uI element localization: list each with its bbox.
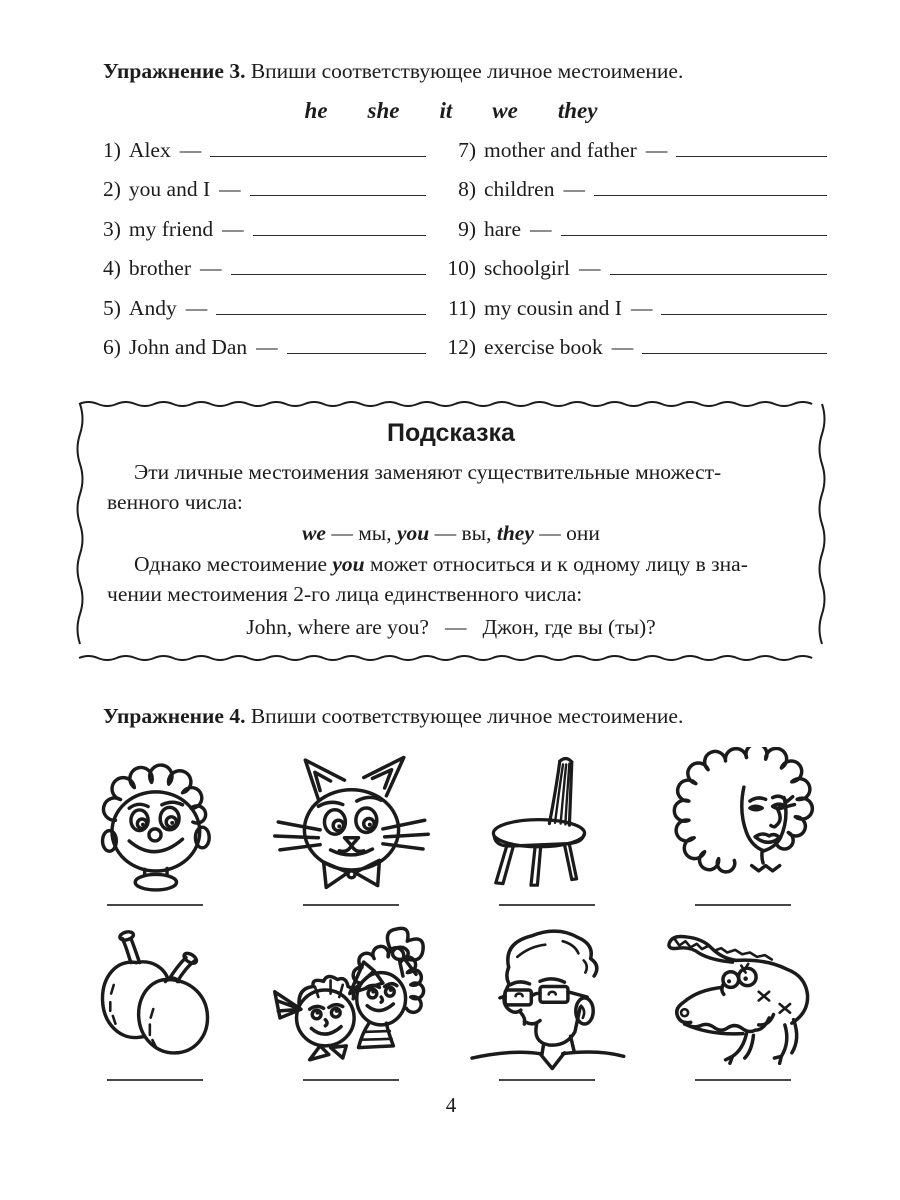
exercise3-instruction: Впиши соответствующее личное местоимение.	[245, 59, 684, 83]
exercise4-number: Упражнение 4.	[103, 704, 246, 728]
pron-they-ru: — они	[533, 521, 600, 545]
boy-illustration	[69, 747, 241, 897]
answer-blank[interactable]	[695, 904, 791, 906]
list-item	[432, 330, 827, 370]
item-number: 5)	[103, 295, 121, 320]
answer-blank[interactable]	[695, 1079, 791, 1081]
hint-paragraph-2	[107, 550, 795, 609]
item-text: you and I	[128, 177, 211, 202]
hint-paragraph-1	[107, 458, 795, 517]
picture-cell-chair	[449, 747, 645, 906]
item-number: 1)	[103, 137, 121, 162]
item-dash: —	[222, 216, 244, 241]
hint-box	[75, 399, 827, 663]
hint-p2-line1	[107, 550, 795, 580]
crocodile-illustration	[648, 922, 838, 1072]
item-dash: —	[611, 335, 634, 360]
answer-blank[interactable]	[253, 211, 426, 236]
item-text: hare	[484, 216, 521, 241]
pronoun-he: he	[304, 98, 328, 123]
exercise4-heading	[103, 701, 827, 731]
pron-you-ru: — вы,	[429, 521, 497, 545]
exercise3-list	[75, 132, 827, 369]
item-text: Alex	[128, 137, 171, 162]
pron-we: we	[302, 521, 326, 545]
example-dash: —	[444, 615, 467, 639]
item-dash: —	[645, 137, 668, 162]
item-number: 3)	[103, 216, 121, 241]
picture-cell-crocodile	[645, 922, 841, 1081]
pronoun-we: we	[492, 98, 518, 123]
list-item	[75, 211, 432, 251]
item-text: my cousin and I	[484, 295, 622, 320]
answer-blank[interactable]	[499, 904, 595, 906]
list-item	[432, 172, 827, 212]
item-number: 8)	[458, 177, 476, 202]
pronoun-it: it	[439, 98, 453, 123]
list-item	[75, 132, 432, 172]
item-dash: —	[179, 137, 202, 162]
hint-example	[107, 611, 795, 643]
answer-blank[interactable]	[499, 1079, 595, 1081]
item-text: brother	[128, 256, 192, 281]
item-text: Andy	[128, 295, 177, 320]
hint-p2-you: you	[332, 552, 365, 576]
pronoun-she: she	[367, 98, 400, 123]
item-dash: —	[200, 256, 222, 281]
item-number: 11)	[448, 295, 476, 320]
picture-cell-girls	[253, 922, 449, 1081]
item-dash: —	[630, 295, 653, 320]
list-item	[75, 251, 432, 291]
hint-p1-line2: венного числа:	[107, 489, 243, 514]
example-english: John, where are you?	[246, 615, 429, 639]
answer-blank[interactable]	[107, 904, 203, 906]
answer-blank[interactable]	[594, 172, 827, 197]
picture-cell-man	[449, 922, 645, 1081]
apples-illustration	[69, 922, 241, 1072]
girls-illustration	[259, 922, 444, 1072]
answer-blank[interactable]	[610, 251, 828, 276]
item-dash: —	[530, 216, 552, 241]
picture-grid	[57, 747, 841, 1081]
item-text: schoolgirl	[484, 256, 570, 281]
answer-blank[interactable]	[107, 1079, 203, 1081]
list-item	[75, 172, 432, 212]
item-number: 10)	[447, 256, 476, 281]
item-text: children	[484, 177, 555, 202]
page-number: 4	[445, 1093, 457, 1117]
hint-p2-seg1: Однако местоимение	[134, 552, 333, 576]
hint-title: Подсказка	[387, 419, 515, 447]
cat-illustration	[259, 747, 444, 897]
item-dash: —	[256, 335, 278, 360]
exercise3-left-column	[75, 132, 432, 369]
item-dash: —	[579, 256, 601, 281]
answer-blank[interactable]	[561, 211, 828, 236]
list-item	[432, 251, 827, 291]
pron-you: you	[397, 521, 430, 545]
pron-we-ru: — мы,	[325, 521, 398, 545]
answer-blank[interactable]	[676, 132, 827, 157]
picture-cell-woman	[645, 747, 841, 906]
list-item	[75, 290, 432, 330]
answer-blank[interactable]	[210, 132, 426, 157]
woman-illustration	[653, 747, 833, 897]
pronoun-word-bank	[75, 98, 827, 124]
answer-blank[interactable]	[250, 172, 426, 197]
item-number: 4)	[103, 256, 121, 281]
list-item	[75, 330, 432, 370]
picture-cell-boy	[57, 747, 253, 906]
exercise4-instruction: Впиши соответствующее личное местоимение.	[245, 704, 684, 728]
item-number: 2)	[103, 177, 121, 202]
item-dash: —	[219, 177, 241, 202]
item-text: mother and father	[484, 137, 637, 162]
item-text: exercise book	[484, 335, 603, 360]
hint-p2-seg2: может относиться и к одному лицу в зна-	[364, 552, 748, 576]
exercise3-right-column	[432, 132, 827, 369]
pron-they: they	[496, 521, 534, 545]
item-number: 6)	[103, 335, 121, 360]
exercise3-number: Упражнение 3.	[103, 59, 246, 83]
answer-blank[interactable]	[661, 290, 827, 315]
item-dash: —	[563, 177, 585, 202]
list-item	[432, 290, 827, 330]
exercise3-heading	[103, 56, 827, 86]
hint-p2-line2: чении местоимения 2-го лица единственного числа:	[107, 581, 583, 606]
item-number: 7)	[458, 137, 476, 162]
item-text: my friend	[128, 216, 214, 241]
chair-illustration	[467, 747, 627, 897]
answer-blank[interactable]	[303, 904, 399, 906]
list-item	[432, 132, 827, 172]
answer-blank[interactable]	[231, 251, 426, 276]
item-dash: —	[185, 295, 208, 320]
picture-cell-apples	[57, 922, 253, 1081]
example-russian: Джон, где вы (ты)?	[482, 615, 656, 639]
answer-blank[interactable]	[303, 1079, 399, 1081]
item-text: John and Dan	[128, 335, 248, 360]
answer-blank[interactable]	[287, 330, 426, 355]
answer-blank[interactable]	[216, 290, 426, 315]
hint-p1-line1: Эти личные местоимения заменяют существительные множест-	[134, 460, 722, 484]
pronoun-they: they	[557, 98, 598, 123]
item-number: 12)	[447, 335, 476, 360]
pronoun-translation-line	[107, 518, 795, 549]
picture-cell-cat	[253, 747, 449, 906]
item-number: 9)	[458, 216, 476, 241]
answer-blank[interactable]	[642, 330, 827, 355]
man-illustration	[457, 922, 637, 1072]
list-item	[432, 211, 827, 251]
